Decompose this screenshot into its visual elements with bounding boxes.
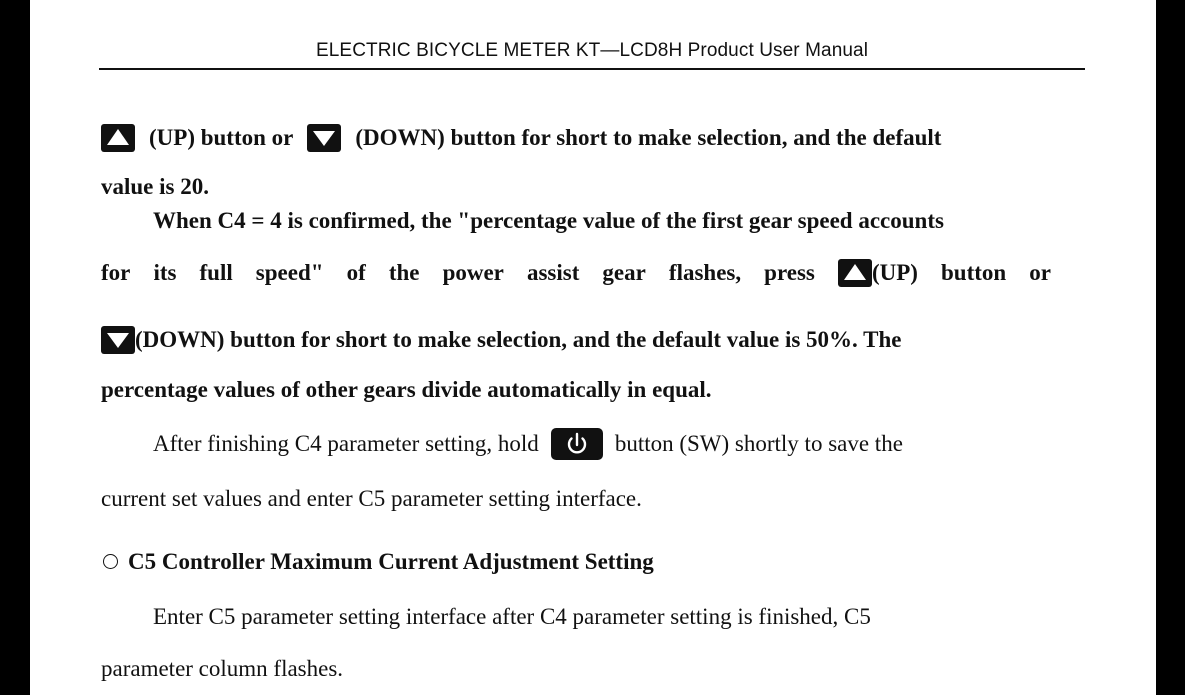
para2-line4: percentage values of other gears divide automatically in equal. [101,377,712,402]
para1-text-a: (UP) button or [149,125,294,150]
word: for [101,260,131,285]
word: assist [526,260,580,285]
para2-line3-text: (DOWN) button for short to make selection, and the default value is 50%. The [135,327,902,352]
down-triangle-button-icon [307,124,341,152]
para1-line2: value is 20. [101,174,209,199]
word: full [199,260,233,285]
up-triangle-button-icon [838,259,872,287]
word: (UP) [871,260,918,285]
word: its [153,260,177,285]
para1-text-b: (DOWN) button for short to make selection, and the default [355,125,942,150]
circle-bullet-icon [103,554,118,569]
para3-line1 [153,428,903,460]
para3-line2: current set values and enter C5 parameter setting interface. [101,486,642,511]
word: the [388,260,420,285]
para4-line1: Enter C5 parameter setting interface after C4 parameter setting is finished, C5 [153,604,871,629]
word: flashes, [668,260,742,285]
word: gear [602,260,646,285]
para2-line2 [101,259,1051,287]
word: speed" [255,260,324,285]
para3-text-b: button (SW) shortly to save the [614,431,903,456]
para2-line1: When C4 = 4 is confirmed, the "percentage value of the first gear speed accounts [153,208,944,233]
para1-line1 [101,124,941,152]
para2-line3 [101,326,901,354]
document-page [30,0,1156,695]
word: press [764,260,815,285]
para4-line2: parameter column flashes. [101,656,344,681]
down-triangle-button-icon [101,326,135,354]
up-triangle-button-icon [101,124,135,152]
page-header [99,0,1085,70]
up-with-label [838,259,918,287]
word: or [1029,260,1051,285]
para3-text-a: After finishing C4 parameter setting, hold [153,431,539,456]
section-heading-text: C5 Controller Maximum Current Adjustment Setting [128,549,654,574]
power-button-icon [551,428,603,460]
section-heading [103,548,654,576]
header-title: ELECTRIC BICYCLE METER KT—LCD8H Product User Manual [315,40,869,61]
word: power [442,260,504,285]
word: button [940,260,1007,285]
word: of [346,260,366,285]
